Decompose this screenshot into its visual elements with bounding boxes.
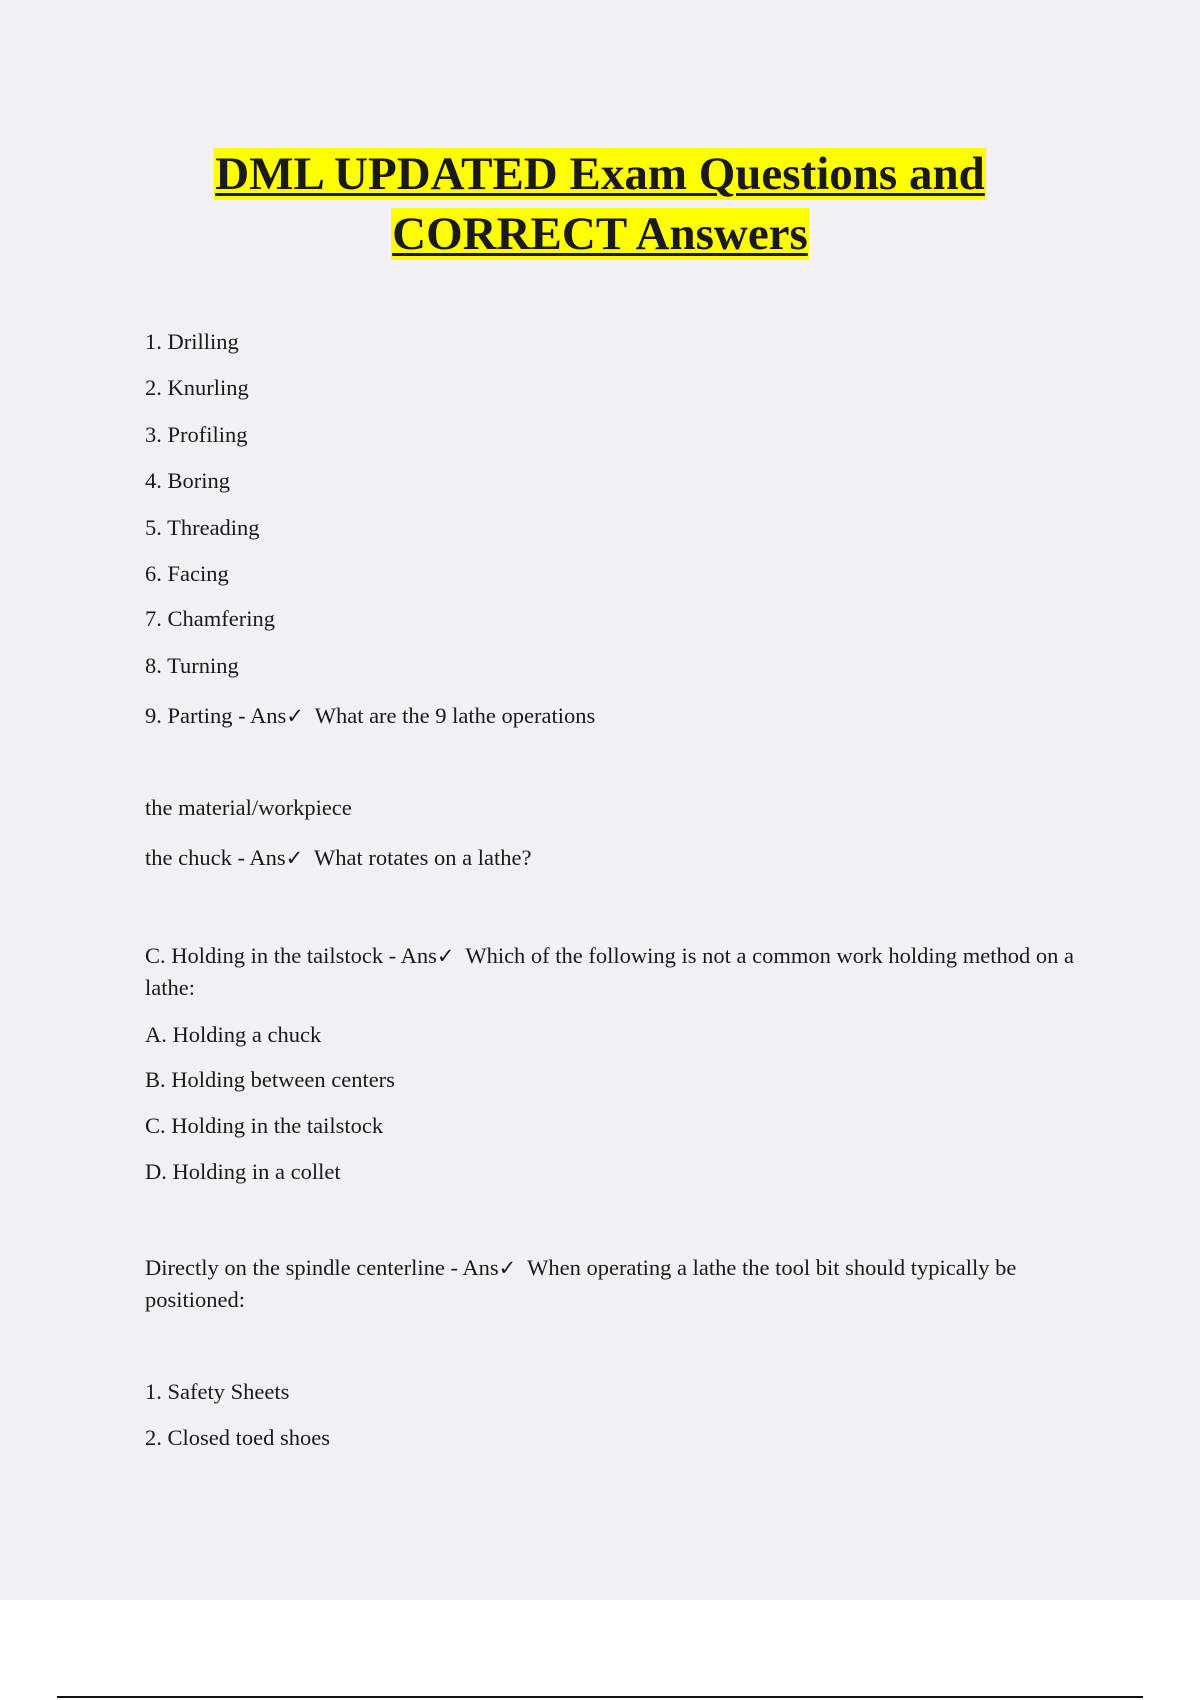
checkmark-icon: ✓ xyxy=(498,1256,517,1280)
answer-line: the material/workpiece xyxy=(145,795,352,820)
list-item: 2. Knurling xyxy=(145,375,249,400)
list-item: 6. Facing xyxy=(145,561,229,586)
list-item: 3. Profiling xyxy=(145,422,248,447)
question-text: What rotates on a lathe? xyxy=(314,845,532,870)
list-item: 1. Safety Sheets xyxy=(145,1379,290,1404)
list-item: 5. Threading xyxy=(145,515,260,540)
answer-text: C. Holding in the tailstock - Ans xyxy=(145,943,437,968)
question-text: When operating a lathe the tool bit should typically be positioned: xyxy=(145,1255,1017,1312)
list-item: 8. Turning xyxy=(145,653,239,678)
list-item: 2. Closed toed shoes xyxy=(145,1425,330,1450)
footer-divider xyxy=(57,1696,1143,1698)
question-text: Which of the following is not a common work holding method on a lathe: xyxy=(145,943,1074,1000)
qa-item-lathe-rotates xyxy=(145,842,531,874)
answer-text: the chuck - Ans xyxy=(145,845,286,870)
option-item: C. Holding in the tailstock xyxy=(145,1113,384,1138)
checkmark-icon: ✓ xyxy=(286,704,304,728)
list-item: 7. Chamfering xyxy=(145,606,275,631)
qa-item-lathe-operations xyxy=(145,700,595,732)
title-line-1: DML UPDATED Exam Questions and xyxy=(215,148,985,200)
answer-text: 9. Parting - Ans xyxy=(145,703,287,728)
qa-item-work-holding xyxy=(145,940,1095,1003)
document-title xyxy=(0,144,1200,264)
option-item: D. Holding in a collet xyxy=(145,1159,341,1184)
list-item: 1. Drilling xyxy=(145,329,239,354)
checkmark-icon: ✓ xyxy=(285,846,304,870)
title-line-2: CORRECT Answers xyxy=(392,208,808,260)
list-item: 4. Boring xyxy=(145,468,231,493)
option-item: A. Holding a chuck xyxy=(145,1022,322,1047)
checkmark-icon: ✓ xyxy=(436,944,455,968)
question-text: What are the 9 lathe operations xyxy=(314,703,596,728)
option-item: B. Holding between centers xyxy=(145,1067,395,1092)
answer-text: Directly on the spindle centerline - Ans xyxy=(145,1255,499,1280)
qa-item-tool-bit xyxy=(145,1252,1095,1315)
